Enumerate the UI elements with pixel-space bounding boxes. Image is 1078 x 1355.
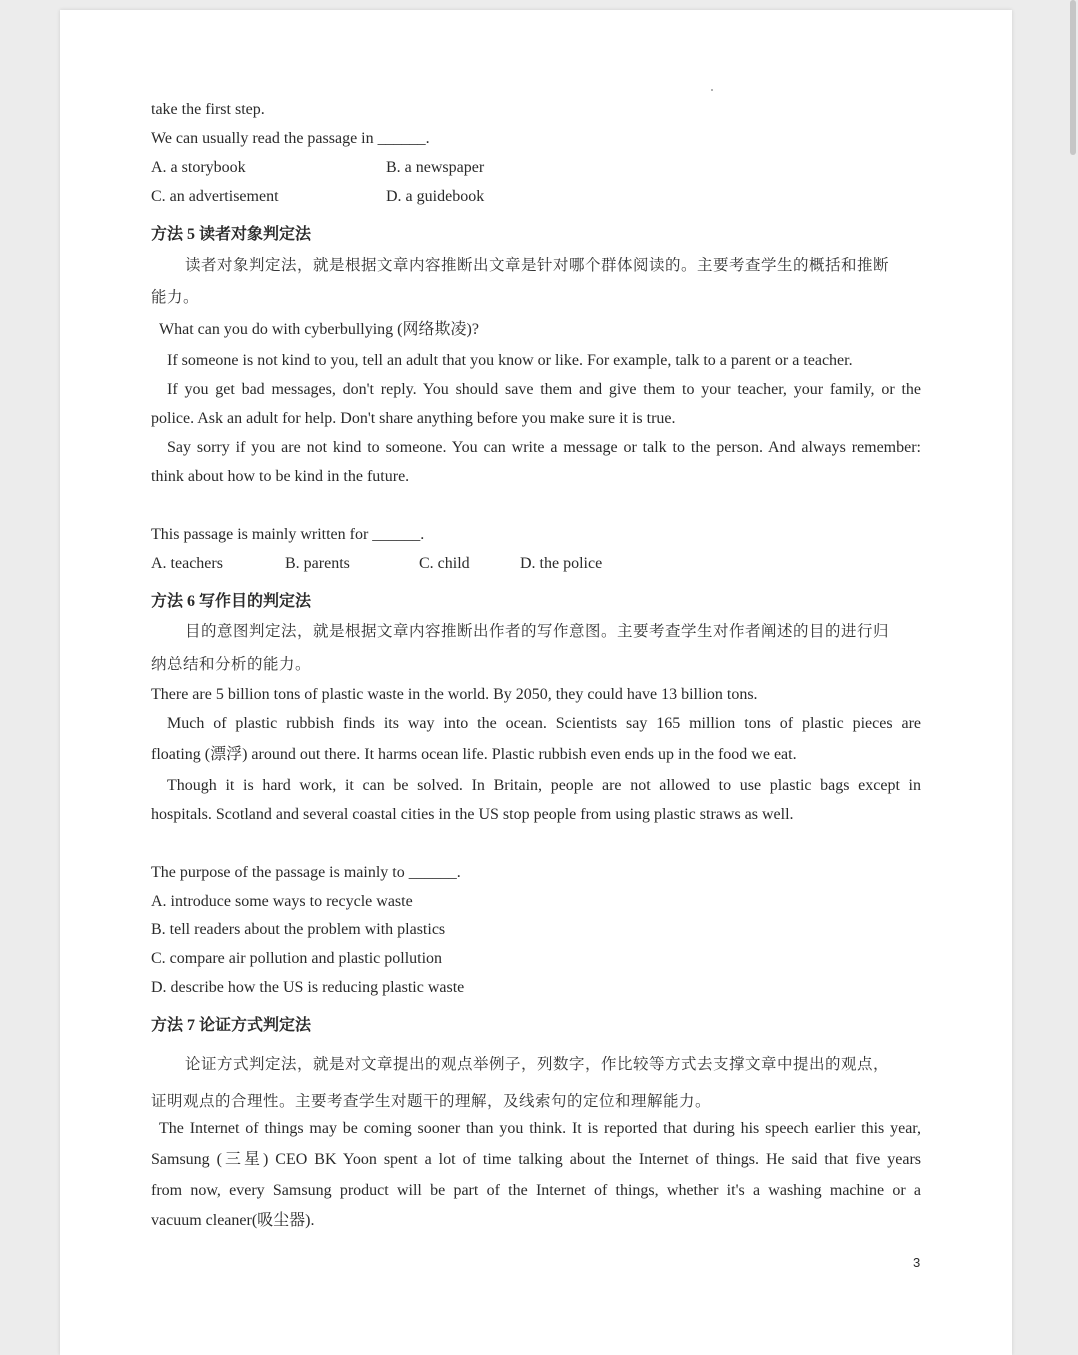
question-text: This passage is mainly written for ______. [151,526,425,543]
section-heading: 方法 7 论证方式判定法 [151,1017,312,1034]
passage-paragraph-cont: Samsung (三星) CEO BK Yoon spent a lot of time talking about the Internet of things. He said that five years [151,1151,921,1168]
option-b: B. a newspaper [386,159,485,176]
passage-paragraph-cont: think about how to be kind in the future. [151,468,410,485]
passage-paragraph-cont: hospitals. Scotland and several coastal cities in the US stop people from using plastic straws as well. [151,806,794,823]
passage-paragraph: Though it is hard work, it can be solved. In Britain, people are not allowed to use plastic bags except in [167,777,921,794]
passage-paragraph-cont: floating (漂浮) around out there. It harms ocean life. Plastic rubbish even ends up in the food we eat. [151,746,797,763]
option-a: A. a storybook [151,159,246,176]
passage-tail: take the first step. [151,101,265,118]
option-c: C. child [419,555,470,572]
option-a: A. introduce some ways to recycle waste [151,893,413,910]
method-description-cont: 证明观点的合理性。主要考查学生对题干的理解，及线索句的定位和理解能力。 [151,1092,712,1110]
option-b: B. tell readers about the problem with plastics [151,921,446,938]
method-description: 论证方式判定法，就是对文章提出的观点举例子，列数字，作比较等方式去支撑文章中提出的观点， [185,1055,890,1073]
question-text: The purpose of the passage is mainly to ______. [151,864,461,881]
speck [711,89,713,91]
option-c: C. compare air pollution and plastic pollution [151,950,443,967]
passage-paragraph-cont: police. Ask an adult for help. Don't share anything before you make sure it is true. [151,410,676,427]
option-b: B. parents [285,555,350,572]
method-description: 目的意图判定法，就是根据文章内容推断出作者的写作意图。主要考查学生对作者阐述的目的进行归 [185,622,890,640]
method-description-cont: 纳总结和分析的能力。 [151,655,312,673]
question-text: We can usually read the passage in ______. [151,130,430,147]
method-description: 读者对象判定法，就是根据文章内容推断出文章是针对哪个群体阅读的。主要考查学生的概括和推断 [185,256,890,274]
passage-paragraph-cont: vacuum cleaner(吸尘器). [151,1212,315,1229]
section-heading: 方法 6 写作目的判定法 [151,593,312,610]
passage-paragraph: There are 5 billion tons of plastic waste in the world. By 2050, they could have 13 billion tons. [151,686,758,703]
passage-paragraph: If you get bad messages, don't reply. You should save them and give them to your teacher, your family, or the [167,381,921,398]
option-d: D. a guidebook [386,188,485,205]
document-page [60,10,1012,1355]
scrollbar[interactable] [1070,0,1076,155]
option-c: C. an advertisement [151,188,279,205]
option-a: A. teachers [151,555,223,572]
passage-paragraph: If someone is not kind to you, tell an adult that you know or like. For example, talk to a parent or a teacher. [167,352,853,369]
option-d: D. describe how the US is reducing plastic waste [151,979,465,996]
option-d: D. the police [520,555,603,572]
method-description-cont: 能力。 [151,288,200,306]
passage-paragraph: Say sorry if you are not kind to someone. You can write a message or talk to the person. And always remember: [167,439,921,456]
passage-title: What can you do with cyberbullying (网络欺凌)? [159,321,479,338]
page-number: 3 [913,1255,921,1270]
passage-paragraph-cont: from now, every Samsung product will be part of the Internet of things, whether it's a washing machine or a [151,1182,921,1199]
section-heading: 方法 5 读者对象判定法 [151,226,312,243]
passage-paragraph: The Internet of things may be coming sooner than you think. It is reported that during his speech earlier this year, [159,1120,921,1137]
passage-paragraph: Much of plastic rubbish finds its way into the ocean. Scientists say 165 million tons of plastic pieces are [167,715,921,732]
